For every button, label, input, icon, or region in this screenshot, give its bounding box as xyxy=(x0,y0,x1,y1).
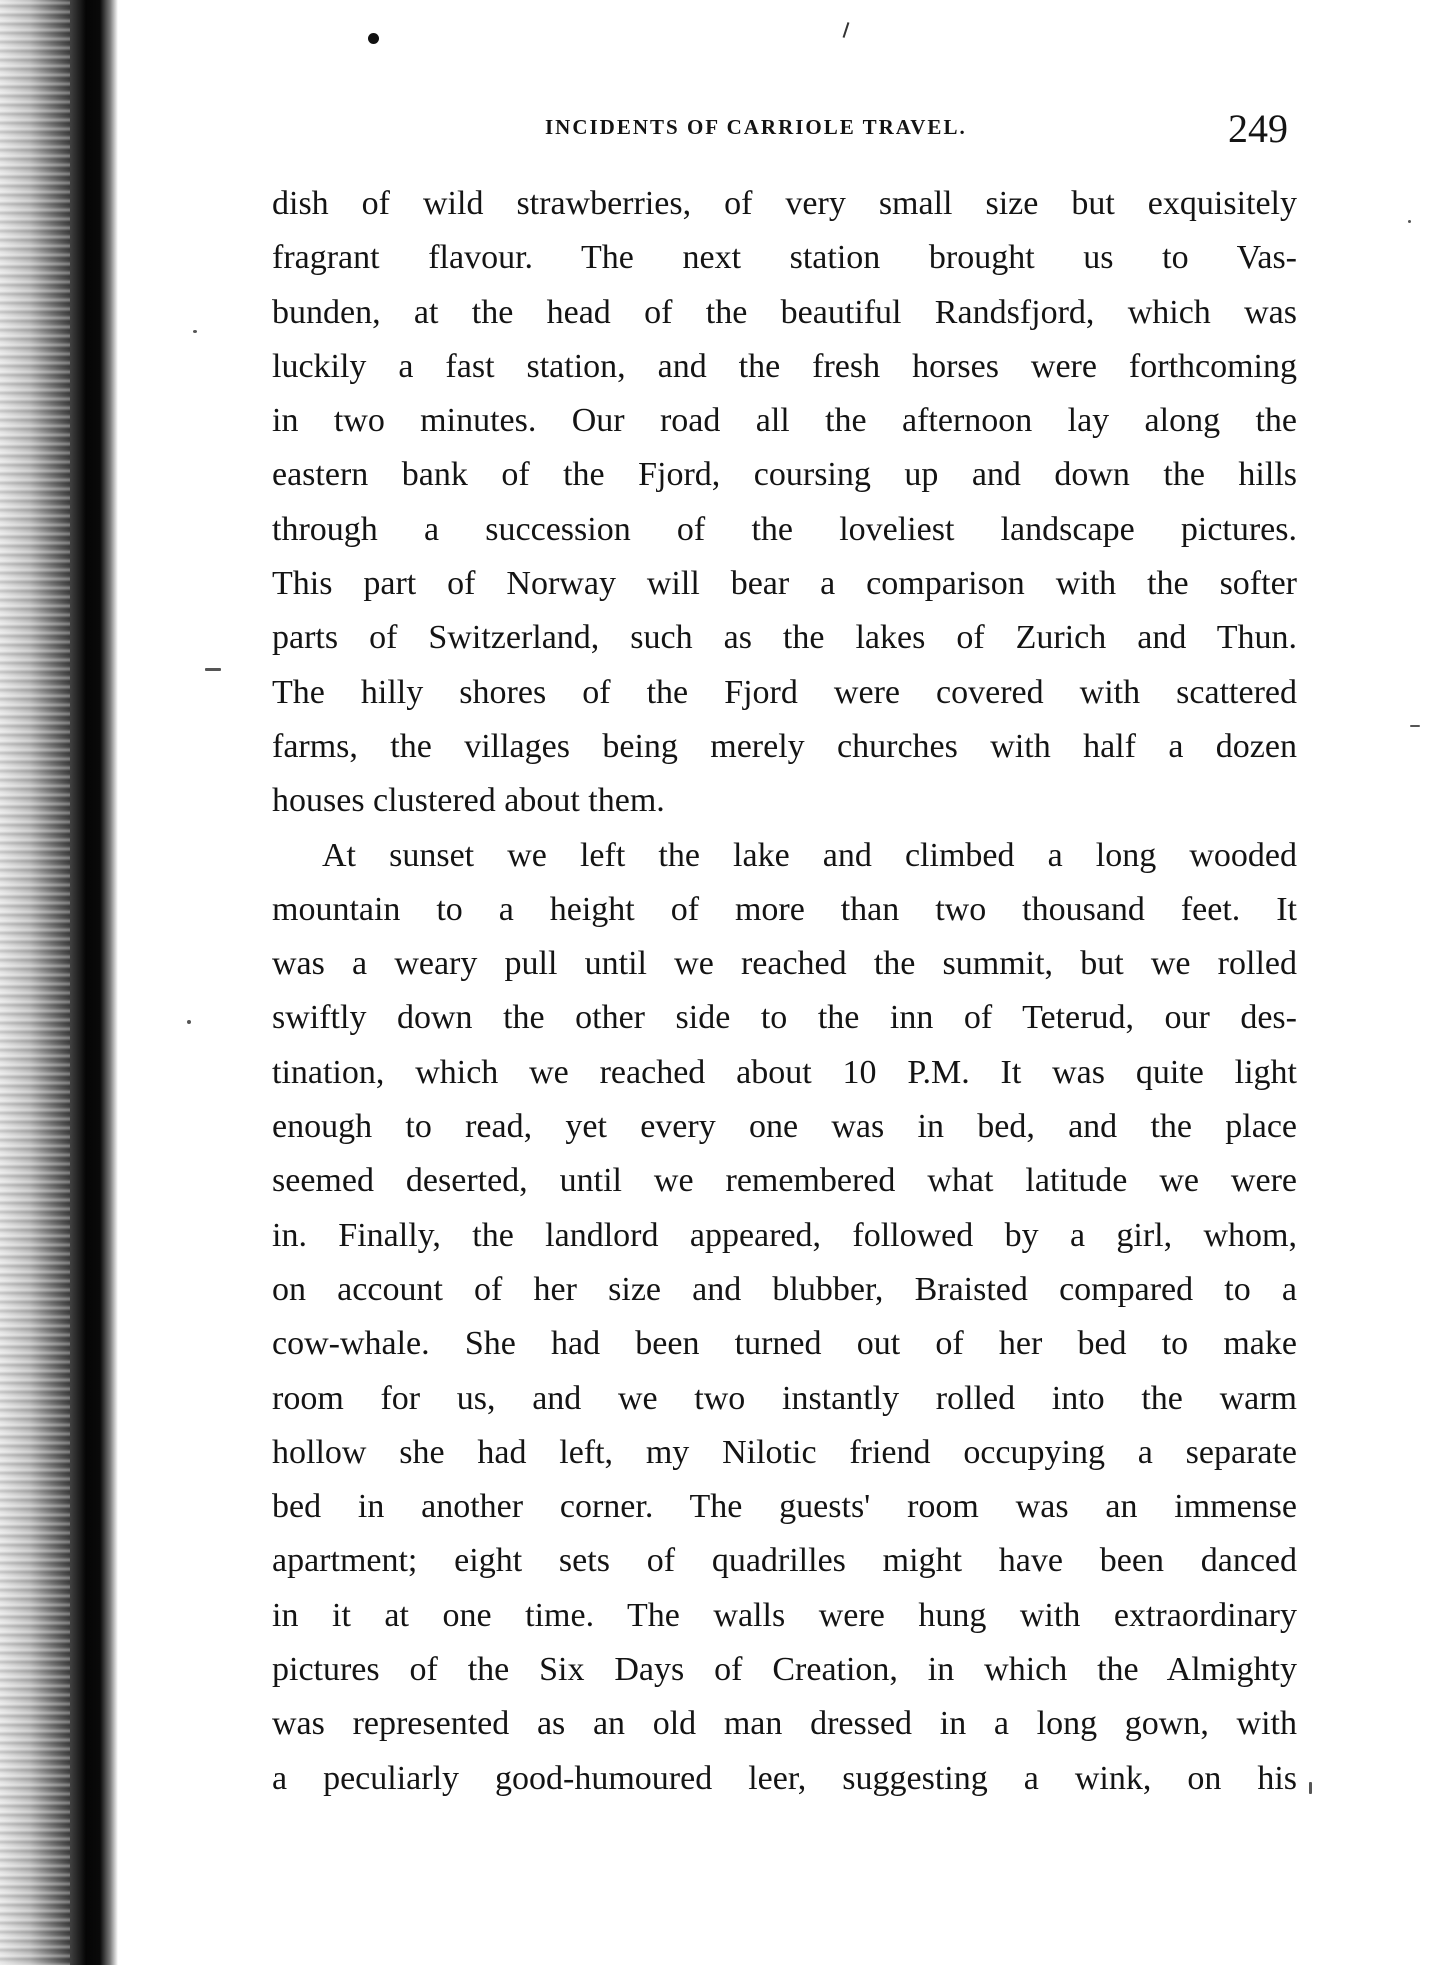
text-line: tination, which we reached about 10 P.M. It was quite light xyxy=(272,1053,1297,1091)
text-line: pictures of the Six Days of Creation, in which the Almighty xyxy=(272,1651,1297,1689)
text-line: was a weary pull until we reached the summit, but we rolled xyxy=(272,945,1297,983)
text-line: The hilly shores of the Fjord were covered with scattered xyxy=(272,673,1297,711)
paragraph-start-line: At sunset we left the lake and climbed a long wooded xyxy=(322,836,1297,874)
text-line: apartment; eight sets of quadrilles might have been danced xyxy=(272,1542,1297,1580)
text-line: mountain to a height of more than two thousand feet. It xyxy=(272,890,1297,928)
dust-speck xyxy=(1410,725,1420,727)
text-line: dish of wild strawberries, of very small size but exquisitely xyxy=(272,185,1297,222)
ink-spot xyxy=(368,33,379,44)
text-line: bed in another corner. The guests' room was an immense xyxy=(272,1488,1297,1526)
binding-texture xyxy=(0,0,70,1965)
text-line: in. Finally, the landlord appeared, followed by a girl, whom, xyxy=(272,1216,1297,1254)
text-line: luckily a fast station, and the fresh horses were forthcoming xyxy=(272,347,1297,385)
body-text xyxy=(272,177,1297,1806)
text-line: room for us, and we two instantly rolled into the warm xyxy=(272,1379,1297,1417)
text-line: This part of Norway will bear a comparison with the softer xyxy=(272,565,1297,603)
text-line: hollow she had left, my Nilotic friend occupying a separate xyxy=(272,1433,1297,1471)
text-line: swiftly down the other side to the inn of Teterud, our des- xyxy=(272,999,1297,1037)
running-head: INCIDENTS OF CARRIOLE TRAVEL. xyxy=(545,115,967,139)
dust-speck xyxy=(1408,220,1411,223)
text-line: fragrant flavour. The next station brought us to Vas- xyxy=(272,239,1297,277)
text-line: seemed deserted, until we remembered what latitude we were xyxy=(272,1162,1297,1200)
text-line: a peculiarly good-humoured leer, suggesting a wink, on his xyxy=(272,1759,1297,1797)
page-number: 249 xyxy=(1228,106,1288,151)
dust-speck xyxy=(205,668,221,671)
dust-speck xyxy=(1309,1782,1312,1794)
paragraph-end-line: houses clustered about them. xyxy=(272,782,665,820)
text-line: cow-whale. She had been turned out of her bed to make xyxy=(272,1325,1297,1363)
text-line: was represented as an old man dressed in a long gown, with xyxy=(272,1705,1297,1743)
text-line: eastern bank of the Fjord, coursing up and down the hills xyxy=(272,456,1297,494)
page-header xyxy=(545,105,1305,165)
text-line: bunden, at the head of the beautiful Randsfjord, which was xyxy=(272,293,1297,331)
text-line: through a succession of the loveliest landscape pictures. xyxy=(272,510,1297,548)
text-line: enough to read, yet every one was in bed, and the place xyxy=(272,1108,1297,1146)
text-line: parts of Switzerland, such as the lakes of Zurich and Thun. xyxy=(272,619,1297,657)
dust-speck xyxy=(193,330,197,333)
text-line: farms, the villages being merely churches with half a dozen xyxy=(272,727,1297,765)
text-line: on account of her size and blubber, Braisted compared to a xyxy=(272,1270,1297,1308)
text-line: in two minutes. Our road all the afternoon lay along the xyxy=(272,402,1297,440)
text-line: in it at one time. The walls were hung with extraordinary xyxy=(272,1596,1297,1634)
dust-speck xyxy=(187,1020,191,1024)
stray-pen-mark xyxy=(843,22,850,38)
